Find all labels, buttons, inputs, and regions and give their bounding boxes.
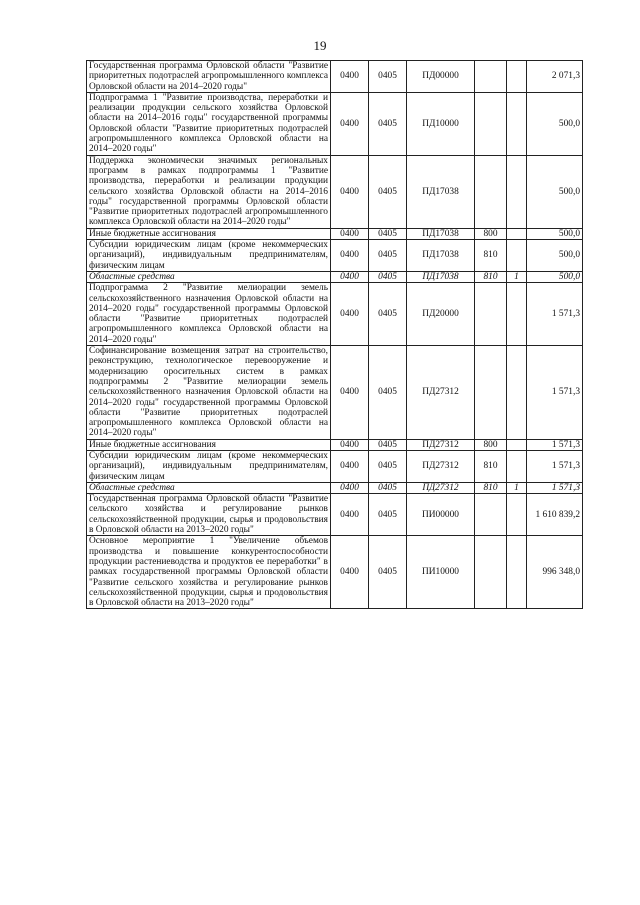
row-name-cell: Иные бюджетные ассигнования [87,439,331,450]
row-expense-type-cell [475,494,507,536]
row-name-cell: Основное мероприятие 1 "Увеличение объемов производства и повышение конкурентоспособности продукции растениеводства и продуктов ее переработки" в рамках государственной программы Орловской области "Развитие сельского хозяйства и регулирование рынков сельскохозяйственной продукции, сырья и продовольствия в Орловской области на 2013–2020 годы" [87,536,331,609]
row-amount-cell: 1 571,3 [527,450,583,482]
row-section-cell: 0400 [331,61,369,93]
row-target-article-cell: ПД10000 [407,92,475,155]
row-expense-type-cell [475,92,507,155]
table-row [87,228,583,239]
row-section-cell: 0400 [331,346,369,440]
row-target-article-cell: ПИ10000 [407,536,475,609]
row-amount-cell: 1 571,3 [527,439,583,450]
row-name-cell: Субсидии юридическим лицам (кроме некоммерческих организаций), индивидуальным предпринимателям, физическим лицам [87,450,331,482]
table-row [87,61,583,93]
row-section-cell: 0400 [331,271,369,282]
row-target-article-cell: ПД27312 [407,346,475,440]
row-amount-cell: 1 571,3 [527,482,583,493]
row-section-cell: 0400 [331,283,369,346]
row-target-article-cell: ПД27312 [407,439,475,450]
row-subsection-cell: 0405 [369,155,407,228]
row-amount-cell: 1 571,3 [527,346,583,440]
row-source-cell [507,283,527,346]
row-name-cell: Субсидии юридическим лицам (кроме некоммерческих организаций), индивидуальным предпринимателям, физическим лицам [87,240,331,272]
row-target-article-cell: ПД17038 [407,240,475,272]
row-section-cell: 0400 [331,439,369,450]
row-section-cell: 0400 [331,228,369,239]
row-expense-type-cell: 810 [475,482,507,493]
row-section-cell: 0400 [331,155,369,228]
row-amount-cell: 500,0 [527,271,583,282]
row-name-cell: Подпрограмма 1 "Развитие производства, переработки и реализации продукции сельского хозяйства Орловской области на 2014–2016 годы" государственной программы Орловской области "Развитие приоритетных подотраслей агропромышленного комплекса Орловской области на 2014–2020 годы" [87,92,331,155]
table-row [87,450,583,482]
row-expense-type-cell: 800 [475,228,507,239]
row-target-article-cell: ПД17038 [407,228,475,239]
row-source-cell [507,61,527,93]
table-row [87,482,583,493]
row-target-article-cell: ПД00000 [407,61,475,93]
row-section-cell: 0400 [331,240,369,272]
row-section-cell: 0400 [331,536,369,609]
row-source-cell [507,92,527,155]
row-expense-type-cell: 810 [475,271,507,282]
row-subsection-cell: 0405 [369,283,407,346]
row-section-cell: 0400 [331,482,369,493]
row-section-cell: 0400 [331,450,369,482]
row-target-article-cell: ПД17038 [407,271,475,282]
row-subsection-cell: 0405 [369,240,407,272]
row-expense-type-cell [475,155,507,228]
table-row [87,283,583,346]
row-subsection-cell: 0405 [369,61,407,93]
row-amount-cell: 2 071,3 [527,61,583,93]
row-subsection-cell: 0405 [369,346,407,440]
table-row [87,240,583,272]
row-subsection-cell: 0405 [369,439,407,450]
row-section-cell: 0400 [331,494,369,536]
row-subsection-cell: 0405 [369,536,407,609]
table-row [87,536,583,609]
row-source-cell [507,536,527,609]
row-source-cell [507,494,527,536]
row-expense-type-cell [475,283,507,346]
row-amount-cell: 500,0 [527,155,583,228]
row-name-cell: Государственная программа Орловской области "Развитие сельского хозяйства и регулирование рынков сельскохозяйственной продукции, сырья и продовольствия в Орловской области на 2013–2020 годы" [87,494,331,536]
row-expense-type-cell [475,61,507,93]
row-source-cell: 1 [507,271,527,282]
row-amount-cell: 996 348,0 [527,536,583,609]
row-source-cell [507,155,527,228]
table-row [87,271,583,282]
row-expense-type-cell [475,536,507,609]
table-row [87,346,583,440]
row-source-cell [507,240,527,272]
row-subsection-cell: 0405 [369,482,407,493]
row-source-cell [507,450,527,482]
table-body [87,61,583,609]
row-amount-cell: 1 571,3 [527,283,583,346]
row-expense-type-cell [475,346,507,440]
row-amount-cell: 500,0 [527,92,583,155]
row-name-cell: Подпрограмма 2 "Развитие мелиорации земель сельскохозяйственного назначения Орловской области на 2014–2020 годы" государственной программы Орловской области "Развитие приоритетных подотраслей агропромышленного комплекса Орловской области на 2014–2020 годы" [87,283,331,346]
row-amount-cell: 500,0 [527,228,583,239]
row-name-cell: Софинансирование возмещения затрат на строительство, реконструкцию, технологическое перевооружение и модернизацию оросительных систем в рамках подпрограммы 2 "Развитие мелиорации земель сельскохозяйственного назначения Орловской области на 2014–2020 годы" государственной программы Орловской области "Развитие приоритетных подотраслей агропромышленного комплекса Орловской области на 2014–2020 годы" [87,346,331,440]
row-section-cell: 0400 [331,92,369,155]
row-name-cell: Государственная программа Орловской области "Развитие приоритетных подотраслей агропромышленного комплекса Орловской области на 2014–2020 годы" [87,61,331,93]
page-number: 19 [313,38,327,53]
row-target-article-cell: ПИ00000 [407,494,475,536]
row-subsection-cell: 0405 [369,494,407,536]
row-source-cell [507,439,527,450]
table-row [87,494,583,536]
table-row [87,439,583,450]
row-expense-type-cell: 800 [475,439,507,450]
row-source-cell [507,228,527,239]
table-row [87,92,583,155]
row-name-cell: Поддержка экономически значимых региональных программ в рамках подпрограммы 1 "Развитие производства, переработки и реализации продукции сельского хозяйства Орловской области на 2014–2016 годы" государственной программы Орловской области "Развитие приоритетных подотраслей агропромышленного комплекса Орловской области на 2014–2020 годы" [87,155,331,228]
row-target-article-cell: ПД27312 [407,482,475,493]
row-subsection-cell: 0405 [369,92,407,155]
budget-table [86,60,583,609]
row-expense-type-cell: 810 [475,450,507,482]
row-target-article-cell: ПД27312 [407,450,475,482]
row-source-cell: 1 [507,482,527,493]
row-target-article-cell: ПД17038 [407,155,475,228]
row-amount-cell: 500,0 [527,240,583,272]
row-subsection-cell: 0405 [369,271,407,282]
row-amount-cell: 1 610 839,2 [527,494,583,536]
table-row [87,155,583,228]
row-target-article-cell: ПД20000 [407,283,475,346]
row-source-cell [507,346,527,440]
row-expense-type-cell: 810 [475,240,507,272]
row-name-cell: Иные бюджетные ассигнования [87,228,331,239]
row-name-cell: Областные средства [87,482,331,493]
row-subsection-cell: 0405 [369,228,407,239]
row-subsection-cell: 0405 [369,450,407,482]
row-name-cell: Областные средства [87,271,331,282]
